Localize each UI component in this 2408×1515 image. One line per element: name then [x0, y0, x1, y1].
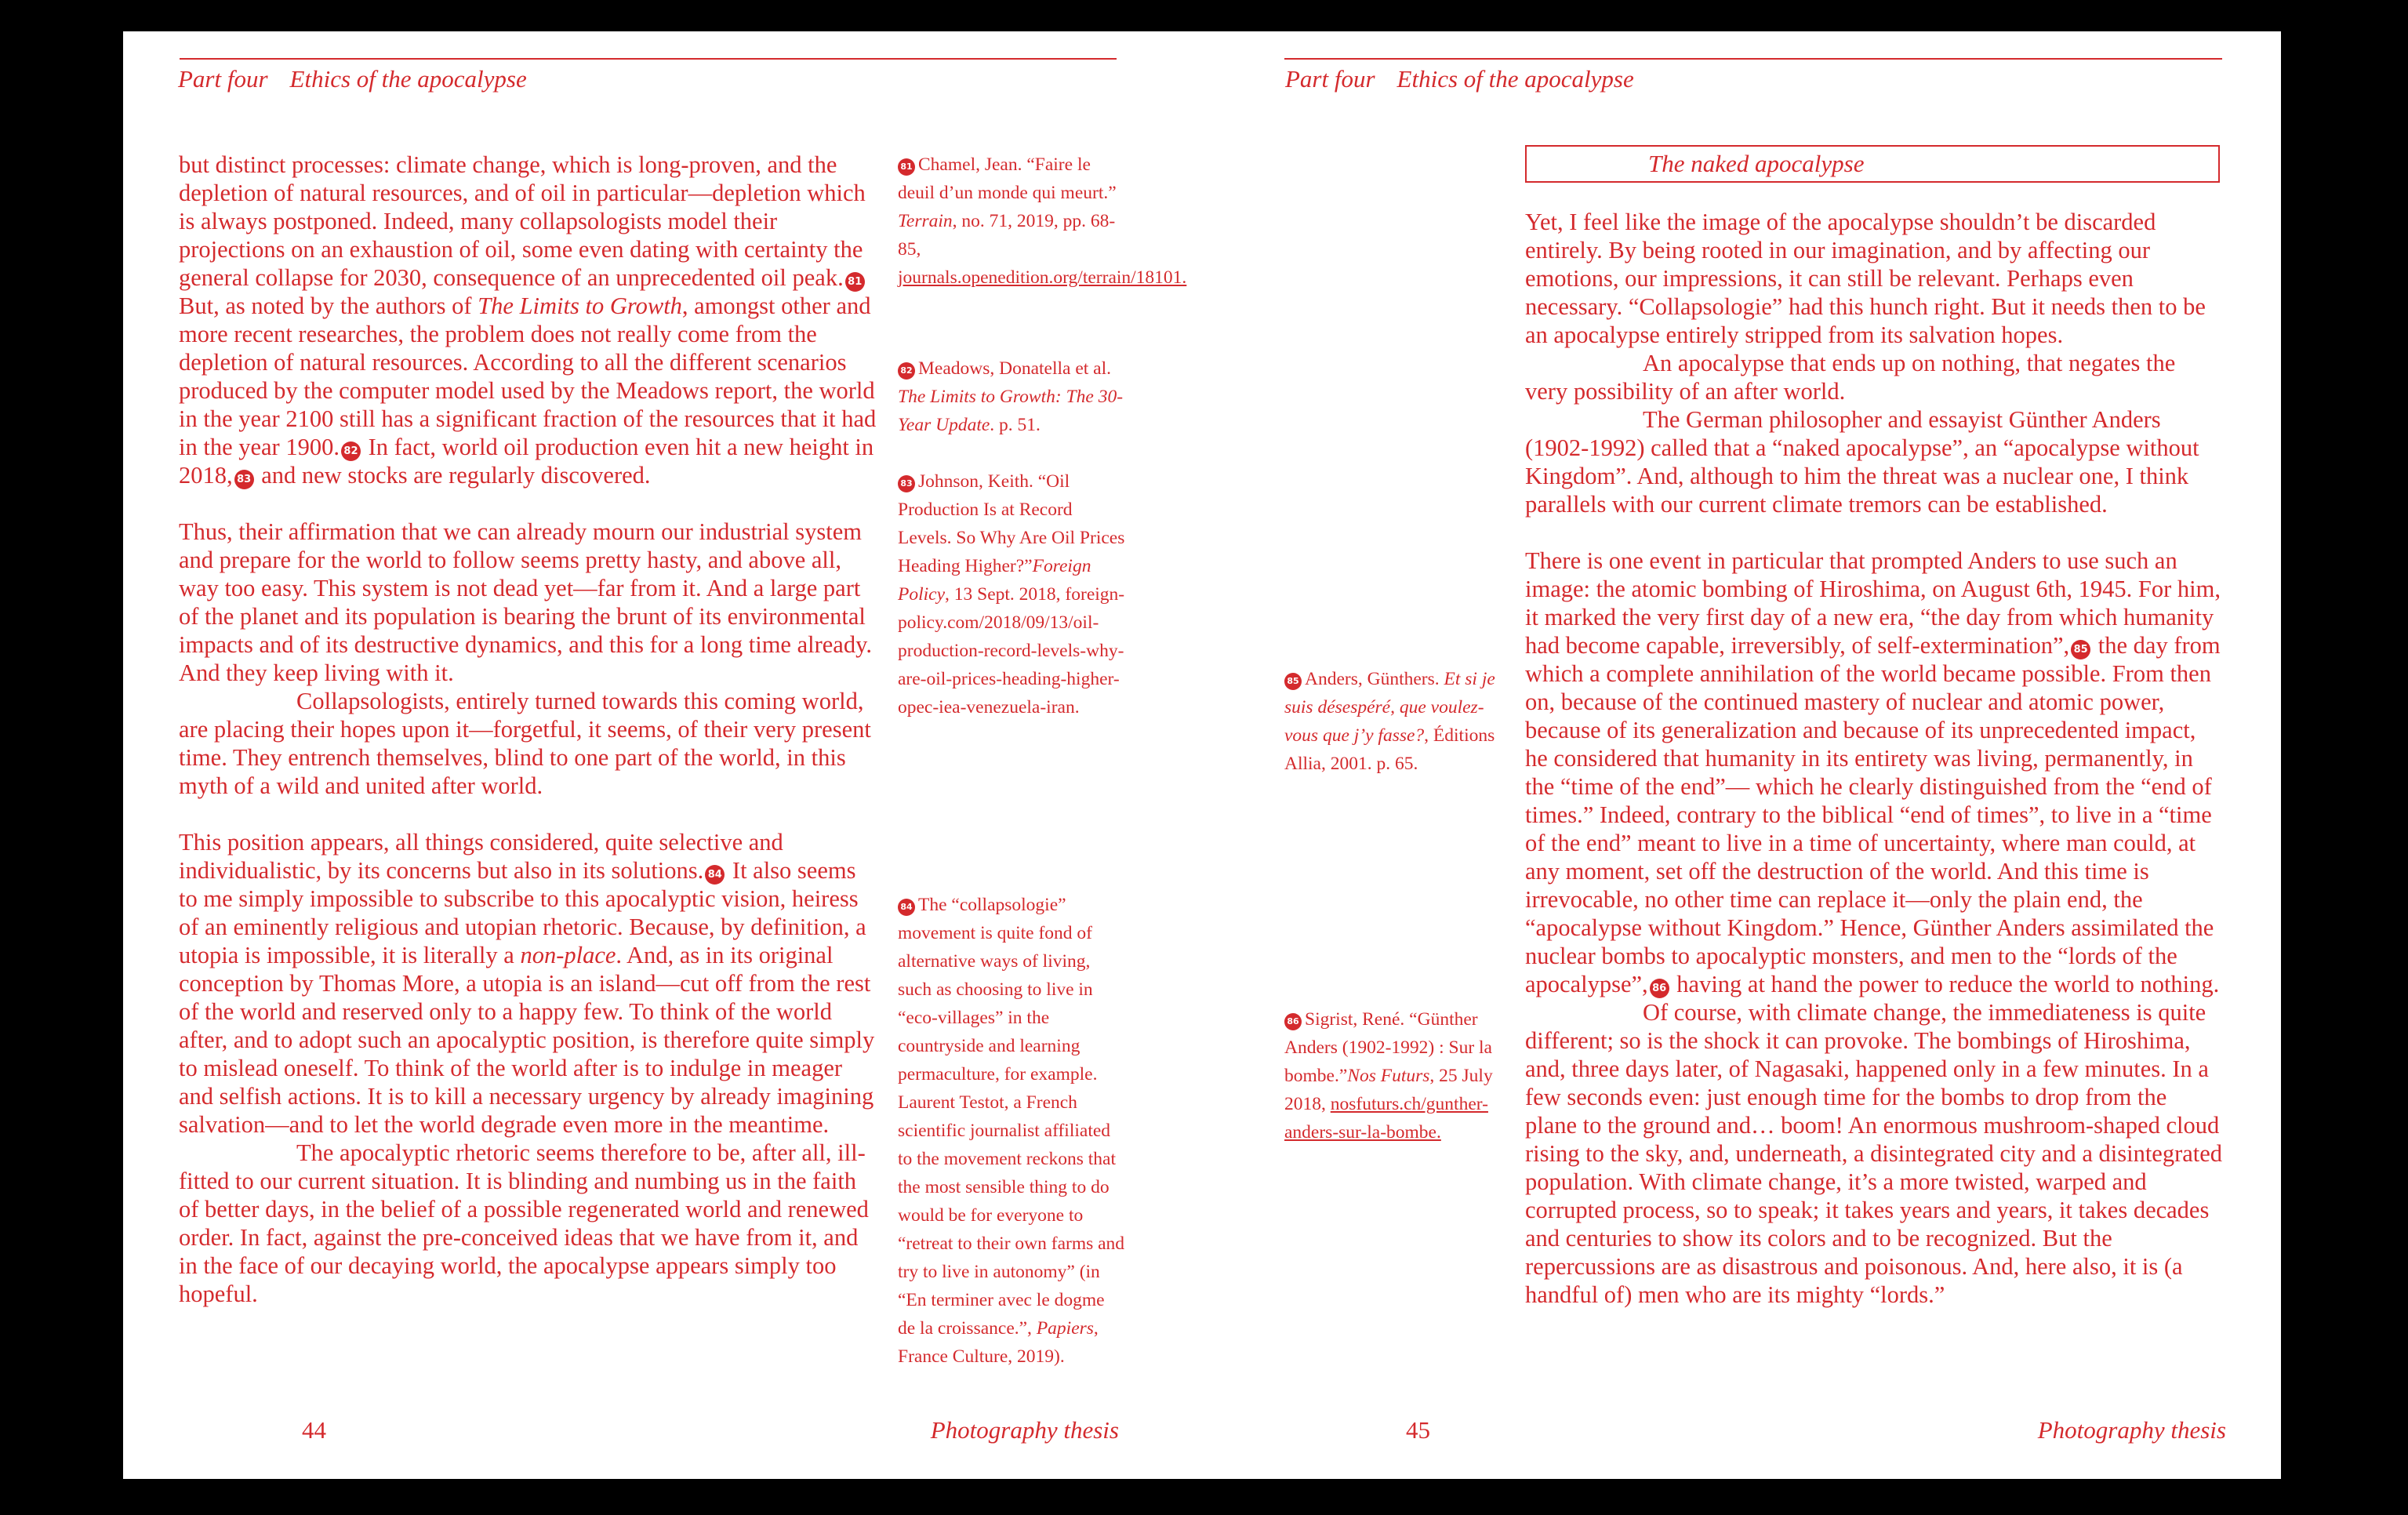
main-text-column — [179, 151, 877, 1308]
paragraph: Of course, with climate change, the immediateness is quite different; so is the shock it can provoke. The bombings of Hiroshima, and, three days later, of Nagasaki, happened only in a few minutes. In a few seconds even: just enough time for the bombs to drop from the plane to the ground and… boom! An enormous mushroom-shaped cloud rising to the sky, and, underneath, a disintegrated city and a disintegrated population. With climate change, it’s a more twisted, warped and corrupted process, so to speak; it takes years and years, it takes decades and centuries to show its colors and to be recognized. But the repercussions are as disastrous and poisonous. And, here also, it is (a handful of) men who are its mighty “lords.” — [1525, 999, 2223, 1308]
part-label: Part four — [1285, 65, 1375, 93]
footnote-marker[interactable]: 81 — [845, 272, 865, 292]
footnote-link[interactable]: nosfuturs.ch/gunther-anders-sur-la-bombe. — [1284, 1094, 1488, 1143]
footnote-marker[interactable]: 86 — [1650, 979, 1669, 998]
running-head — [1285, 65, 1634, 93]
paragraph: Thus, their affirmation that we can already mourn our industrial system and prepare for the world to follow seems pretty hasty, and above all, way too easy. This system is not dead yet—far from it. And a large part of the planet and its population is bearing the brunt of its environmental impacts and of its destructive dynamics, and this for a long time already. And they keep living with it. — [179, 518, 872, 686]
chapter-label: Ethics of the apocalypse — [1396, 65, 1634, 93]
footnote-84: 84 The “collapsologie” movement is quite fond of alternative ways of living, such as choosing to live in “eco-villages” in the countryside and learning permaculture, for example. Laurent Testot, a French scientific journalist affiliated to the movement reckons that the most sensible thing to do would be for everyone to “retreat to their own farms and try to live in autonomy” (in “En terminer avec le dogme de la croissance.”, Papiers, France Culture, 2019). — [898, 895, 1125, 1367]
paragraph: but distinct processes: climate change, which is long-proven, and the depletion of natural resources, and of oil in particular—depletion which is always postponed. Indeed, many collapsologists model their projections on an exhaustion of oil, some even dating with certainty the general collapse for 2030, consequence of an unprecedented oil peak. 81 But, as noted by the authors of The Limits to Growth, amongst other and more recent researches, the problem does not really come from the depletion of natural resources. According to all the different scenarios produced by the computer model used by the Meadows report, the world in the year 2100 still has a significant fraction of the resources that it had in the year 1900. 82 In fact, world oil production even hit a new height in 2018, 83 and new stocks are regularly discovered. — [179, 151, 877, 489]
part-label: Part four — [178, 65, 268, 93]
footnote-85: 85 Anders, Günthers. Et si je suis désespéré, que voulez-vous que j’y fasse?, Éditions Allia, 2001. p. 65. — [1284, 669, 1495, 774]
paragraph: Yet, I feel like the image of the apocalypse shouldn’t be discarded entirely. By being rooted in our imagination, and by affecting our emotions, our impressions, it can still be relevant. Perhaps even necessary. “Collapsologie” had this hunch right. But it needs then to be an apocalypse entirely stripped from its salvation hopes. — [1525, 209, 2206, 348]
footnote-marker[interactable]: 83 — [234, 470, 254, 489]
book-title: Photography thesis — [930, 1416, 1119, 1444]
paragraph: This position appears, all things considered, quite selective and individualistic, by its concerns but also in its solutions. 84 It also seems to me simply impossible to subscribe to this apocalyptic vision, heiress of an eminently religious and utopian rhetoric. Because, by definition, a utopia is impossible, it is literally a non-place. And, as in its original conception by Thomas More, a utopia is an island—cut off from the rest of the world and reserved only to a happy few. To think of the world after, and to adopt such an apocalyptic position, is therefore quite simply to mislead oneself. To think of the world after is to indulge in meager and selfish actions. It is to kill a necessary urgency by already imagining salvation—and to let the world degrade even more in the meantime. — [179, 829, 875, 1138]
running-head — [178, 65, 527, 93]
section-title: The naked apocalypse — [1525, 145, 2220, 183]
paragraph: There is one event in particular that prompted Anders to use such an image: the atomic bombing of Hiroshima, on August 6th, 1945. For him, it marked the very first day of a new era, “the day from which humanity had become capable, irreversibly, of self-extermination”, 85 the day from which a complete annihilation of the world became possible. From then on, because of the continued mastery of nuclear and atomic power, because of its generalization and because of its unprecedented impact, he considered that humanity in its entirety was living, permanently, in the “time of the end”— which he clearly distinguished from the “end of times.” Indeed, contrary to the biblical “end of times”, to live in a “time of the end” meant to live in a time of uncertainty, where man could, at any moment, set off the destruction of the world. And this time is irrevocable, no other time can replace it—only the plain end, the “apocalypse without Kingdom.” Hence, Günther Anders assimilated the nuclear bombs to apocalyptic monsters, and men to the “lords of the apocalypse”, 86 having at hand the power to reduce the world to nothing. — [1525, 547, 2221, 997]
paragraph: The apocalyptic rhetoric seems therefore to be, after all, ill-fitted to our current situation. It is blinding and numbing us in the faith of better days, in the belief of a possible regenerated world and renewed order. In fact, against the pre-conceived ideas that we have from it, and in the face of our decaying world, the apocalypse appears simply too hopeful. — [179, 1139, 869, 1307]
paragraph: The German philosopher and essayist Günther Anders (1902-1992) called that a “naked apocalypse”, an “apocalypse without Kingdom”. And, although to him the threat was a nuclear one, I think parallels with our current climate tremors can be established. — [1525, 406, 2199, 518]
footnote-82: 82 Meadows, Donatella et al. The Limits to Growth: The 30-Year Update. p. 51. — [898, 358, 1124, 435]
footnote-marker[interactable]: 84 — [705, 865, 725, 885]
page-number: 44 — [302, 1416, 326, 1444]
page-number: 45 — [1406, 1416, 1430, 1444]
footnote-83: 83 Johnson, Keith. “Oil Production Is at Record Levels. So Why Are Oil Prices Heading Higher?”Foreign Policy, 13 Sept. 2018, foreign-policy.com/2018/09/13/oil-production-record-levels-why-are-oil-prices-heading-higher-opec-iea-venezuela-iran. — [898, 471, 1125, 718]
book-title-ref: The Limits to Growth — [478, 292, 682, 319]
footnote-86: 86 Sigrist, René. “Günther Anders (1902-1992) : Sur la bombe.”Nos Futurs, 25 July 2018, nosfuturs.ch/gunther-anders-sur-la-bombe. — [1284, 1009, 1493, 1143]
footnote-marker[interactable]: 82 — [341, 441, 361, 461]
footnote-81: 81 Chamel, Jean. “Faire le deuil d’un monde qui meurt.” Terrain, no. 71, 2019, pp. 68-85, journals.openedition.org/terrain/18101. — [898, 154, 1187, 288]
main-text-column — [1525, 208, 2223, 1309]
footnote-marker[interactable]: 85 — [2071, 640, 2090, 659]
right-page — [1204, 31, 2281, 1479]
header-rule — [1284, 58, 2222, 60]
footnote-link[interactable]: journals.openedition.org/terrain/18101. — [898, 267, 1187, 288]
paragraph: An apocalypse that ends up on nothing, that negates the very possibility of an after world. — [1525, 350, 2176, 405]
book-title: Photography thesis — [2037, 1416, 2226, 1444]
left-page — [123, 31, 1204, 1479]
header-rule — [180, 58, 1117, 60]
paragraph: Collapsologists, entirely turned towards this coming world, are placing their hopes upon it—forgetful, it seems, of their very present time. They entrench themselves, blind to one part of the world, in this myth of a wild and united after world. — [179, 688, 871, 799]
chapter-label: Ethics of the apocalypse — [289, 65, 527, 93]
